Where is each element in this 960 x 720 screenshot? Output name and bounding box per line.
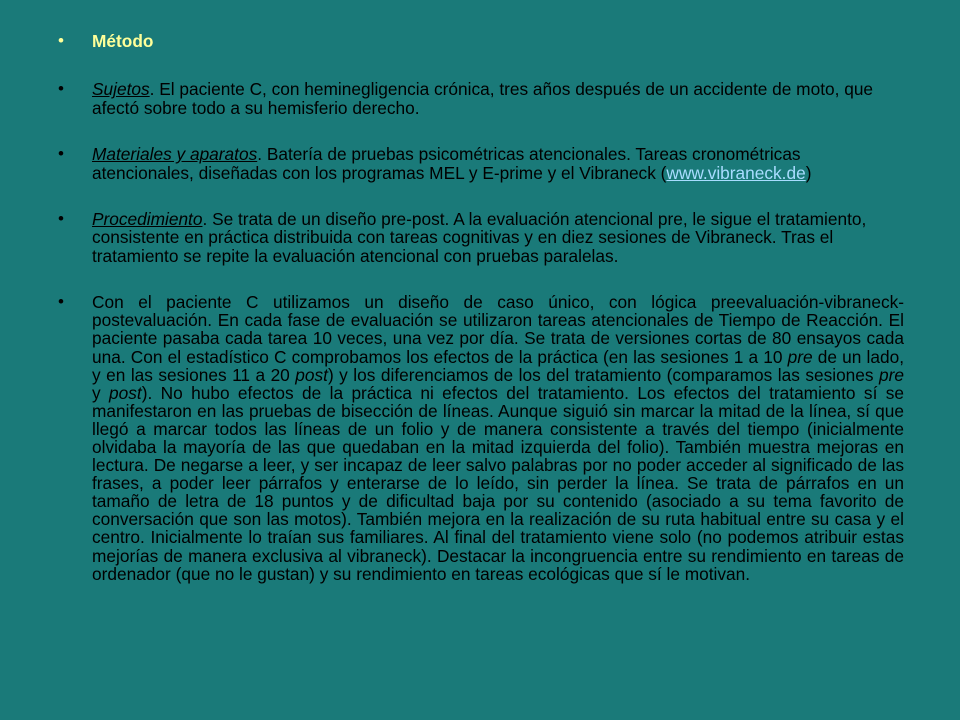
materials-text: . Batería de pruebas psicométricas atencionales. Tareas cronométricas atencionales, diseñadas con los programas MEL y E-prime y el Vibraneck ( xyxy=(92,144,801,183)
title-item xyxy=(58,32,904,50)
subjects-text: . El paciente C, con heminegligencia crónica, tres años después de un accidente de moto, que afectó sobre todo a su hemisferio derecho. xyxy=(92,79,874,118)
case-em-post-1: post xyxy=(295,364,328,385)
case-text-5: ). No hubo efectos de la práctica ni efectos del tratamiento. Los efectos del tratamiento sí se manifestaron en las pruebas de bisección de líneas. Aunque siguió sin marcar la mitad de la línea, sí que llegó a marcar todos las líneas de un folio y de manera consistente a través del tiempo (inicialmente olvidaba la mayoría de las que quedaban en la mitad izquierda del folio). También muestra mejoras en lectura. De negarse a leer, y ser incapaz de leer salvo palabras por no poder acceder al significado de las frases, a poder leer párrafos y enterarse de lo leído, sin perder la línea. Se trata de párrafos en un tamaño de letra de 18 puntos y de dificultad baja por su contenido (asociado a su tema favorito de conversación que son las motos). También mejora en la realización de su ruta habitual entre su casa y el centro. Inicialmente lo traían sus familiares. Al final del tratamiento viene solo (no podemos atribuir estas mejorías de manera exclusiva al vibraneck). Destacar la incongruencia entre su rendimiento en tareas de ordenador (que no le gustan) y su rendimiento en tareas ecológicas que sí le motivan. xyxy=(92,382,904,584)
case-em-post-2: post xyxy=(109,382,142,403)
materials-label: Materiales y aparatos xyxy=(92,144,258,165)
case-em-pre-2: pre xyxy=(879,364,905,385)
materials-text-end: ) xyxy=(805,162,812,183)
procedure-label: Procedimiento xyxy=(92,209,203,230)
bullet-icon: • xyxy=(58,79,64,99)
bullet-icon: • xyxy=(58,144,64,164)
case-text-4: y xyxy=(92,382,110,403)
case-text-2: de un lado, y en las sesiones 11 a 20 xyxy=(92,346,904,385)
procedure-text: . Se trata de un diseño pre-post. A la evaluación atencional pre, le sigue el tratamiento, consistente en práctica distribuida con tareas cognitivas y en diez sesiones de Vibraneck. Tras el tratamiento se repite la evaluación atencional con pruebas paralelas. xyxy=(92,209,867,266)
subjects-label: Sujetos xyxy=(92,79,150,100)
case-em-pre-1: pre xyxy=(787,346,813,367)
procedure-item xyxy=(58,210,904,265)
bullet-list xyxy=(58,32,904,611)
bullet-icon: • xyxy=(58,209,64,229)
bullet-icon: • xyxy=(58,292,64,312)
subjects-item xyxy=(58,80,904,117)
slide-title: Método xyxy=(92,31,154,51)
materials-item xyxy=(58,145,904,182)
case-description-item xyxy=(58,293,904,583)
vibraneck-link[interactable]: www.vibraneck.de xyxy=(666,162,806,183)
bullet-icon: • xyxy=(58,31,64,50)
case-text-1: Con el paciente C utilizamos un diseño de caso único, con lógica preevaluación-vibraneck-postevaluación. En cada fase de evaluación se utilizaron tareas atencionales de Tiempo de Reacción. El paciente pasaba cada tarea 10 veces, una vez por día. Se trata de versiones cortas de 80 ensayos cada una. Con el estadístico C comprobamos los efectos de la práctica (en las sesiones 1 a 10 xyxy=(92,292,904,367)
case-text-3: ) y los diferenciamos de los del tratamiento (comparamos las sesiones xyxy=(327,364,880,385)
